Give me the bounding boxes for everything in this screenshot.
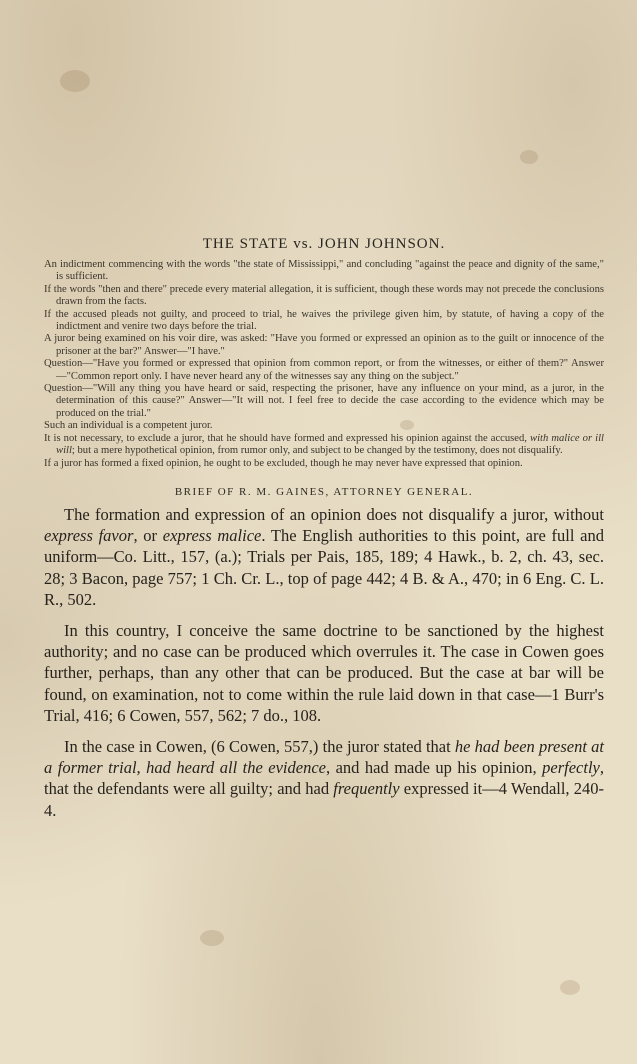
paragraph-text: . The English authorities to this point, are full and uniform—Co. Litt., 157, (a.); Trials per Pais, 185, 189; 4 Hawk., b. 2, ch. 43, sec. 28; 3 Bacon, page 757; 1 Ch. Cr. L., top of page 442; 4 B. & A., 470; in 6 Eng. C. L. R., 502. <box>44 526 604 609</box>
headnote-text: It is not necessary, to exclude a juror, that he should have formed and expressed his opinion against the accused, <box>44 432 527 444</box>
headnote: If the words "then and there" precede every material allegation, it is sufficient, though these words may not precede the conclusions drawn from the facts. <box>44 283 604 308</box>
paragraph-text: expressed it—4 Wendall, 240-4. <box>44 779 605 820</box>
brief-paragraph: In this country, I conceive the same doctrine to be sanctioned by the highest authority; and no case can be produced which overrules it. The case in Cowen goes further, perhaps, than any other that can be produced. But the case at bar will be found, on examination, not to come within the rule laid down in that case—1 Burr's Trial, 416; 6 Cowen, 557, 562; 7 do., 108. <box>44 620 604 725</box>
brief-heading: BRIEF OF R. M. GAINES, ATTORNEY GENERAL. <box>174 485 474 498</box>
paragraph-italic: express favor <box>44 526 134 546</box>
paragraph-text: , or <box>133 526 158 546</box>
headnote: If the accused pleads not guilty, and proceed to trial, he waives the privilege given him, by statute, of having a copy of the indictment and venire two days before the trial. <box>44 308 604 333</box>
paper-stain <box>200 930 224 946</box>
headnote: A juror being examined on his voir dire, was asked: "Have you formed or expressed an opinion as to the guilt or innocence of the prisoner at the bar?" Answer—"I have." <box>44 333 604 357</box>
brief-body <box>44 504 604 821</box>
headnote: Question—"Will any thing you have heard or said, respecting the prisoner, have any influence on your mind, as a juror, in the determination of this cause?" Answer—"It will not. I feel free to decide the case according to the evidence which may be produced on the trial." <box>44 383 604 419</box>
paper-stain <box>520 150 538 164</box>
headnote-italic: with malice or ill will <box>56 432 604 457</box>
paragraph-text: , that the defendants were all guilty; and had <box>44 758 604 799</box>
brief-paragraph <box>44 504 604 610</box>
headnote <box>44 433 604 458</box>
paragraph-italic: he had been present at a former trial, had heard all the evidence <box>44 736 604 778</box>
headnotes <box>44 259 604 470</box>
page-content <box>44 236 604 831</box>
paragraph-text: In the case in Cowen, (6 Cowen, 557,) the juror stated that <box>64 736 451 756</box>
headnote: If a juror has formed a fixed opinion, he ought to be excluded, though he may never have expressed that opinion. <box>44 457 523 469</box>
paper-stain <box>60 70 90 92</box>
headnote: Such an individual is a competent juror. <box>44 420 213 432</box>
brief-paragraph <box>44 736 604 821</box>
paragraph-italic: express malice <box>162 526 262 546</box>
headnote-text: ; but a mere hypothetical opinion, from rumor only, and subject to be changed by the testimony, does not disqualify. <box>71 445 563 457</box>
paragraph-text: , and had made up his opinion, <box>325 758 537 778</box>
paragraph-text: The formation and expression of an opinion does not disqualify a juror, without <box>64 504 604 524</box>
paragraph-italic: frequently <box>333 779 400 799</box>
running-head: THE STATE vs. JOHN JOHNSON. <box>202 236 446 252</box>
headnote: An indictment commencing with the words "the state of Mississippi," and concluding "against the peace and dignity of the same," is sufficient. <box>44 259 604 283</box>
paper-stain <box>560 980 580 995</box>
headnote: Question—"Have you formed or expressed that opinion from common report, or from the witnesses, or either of them?" Answer—"Common report only. I have never heard any of the witnesses say any thing on the subject." <box>44 358 604 382</box>
paragraph-italic: perfectly <box>542 758 600 778</box>
